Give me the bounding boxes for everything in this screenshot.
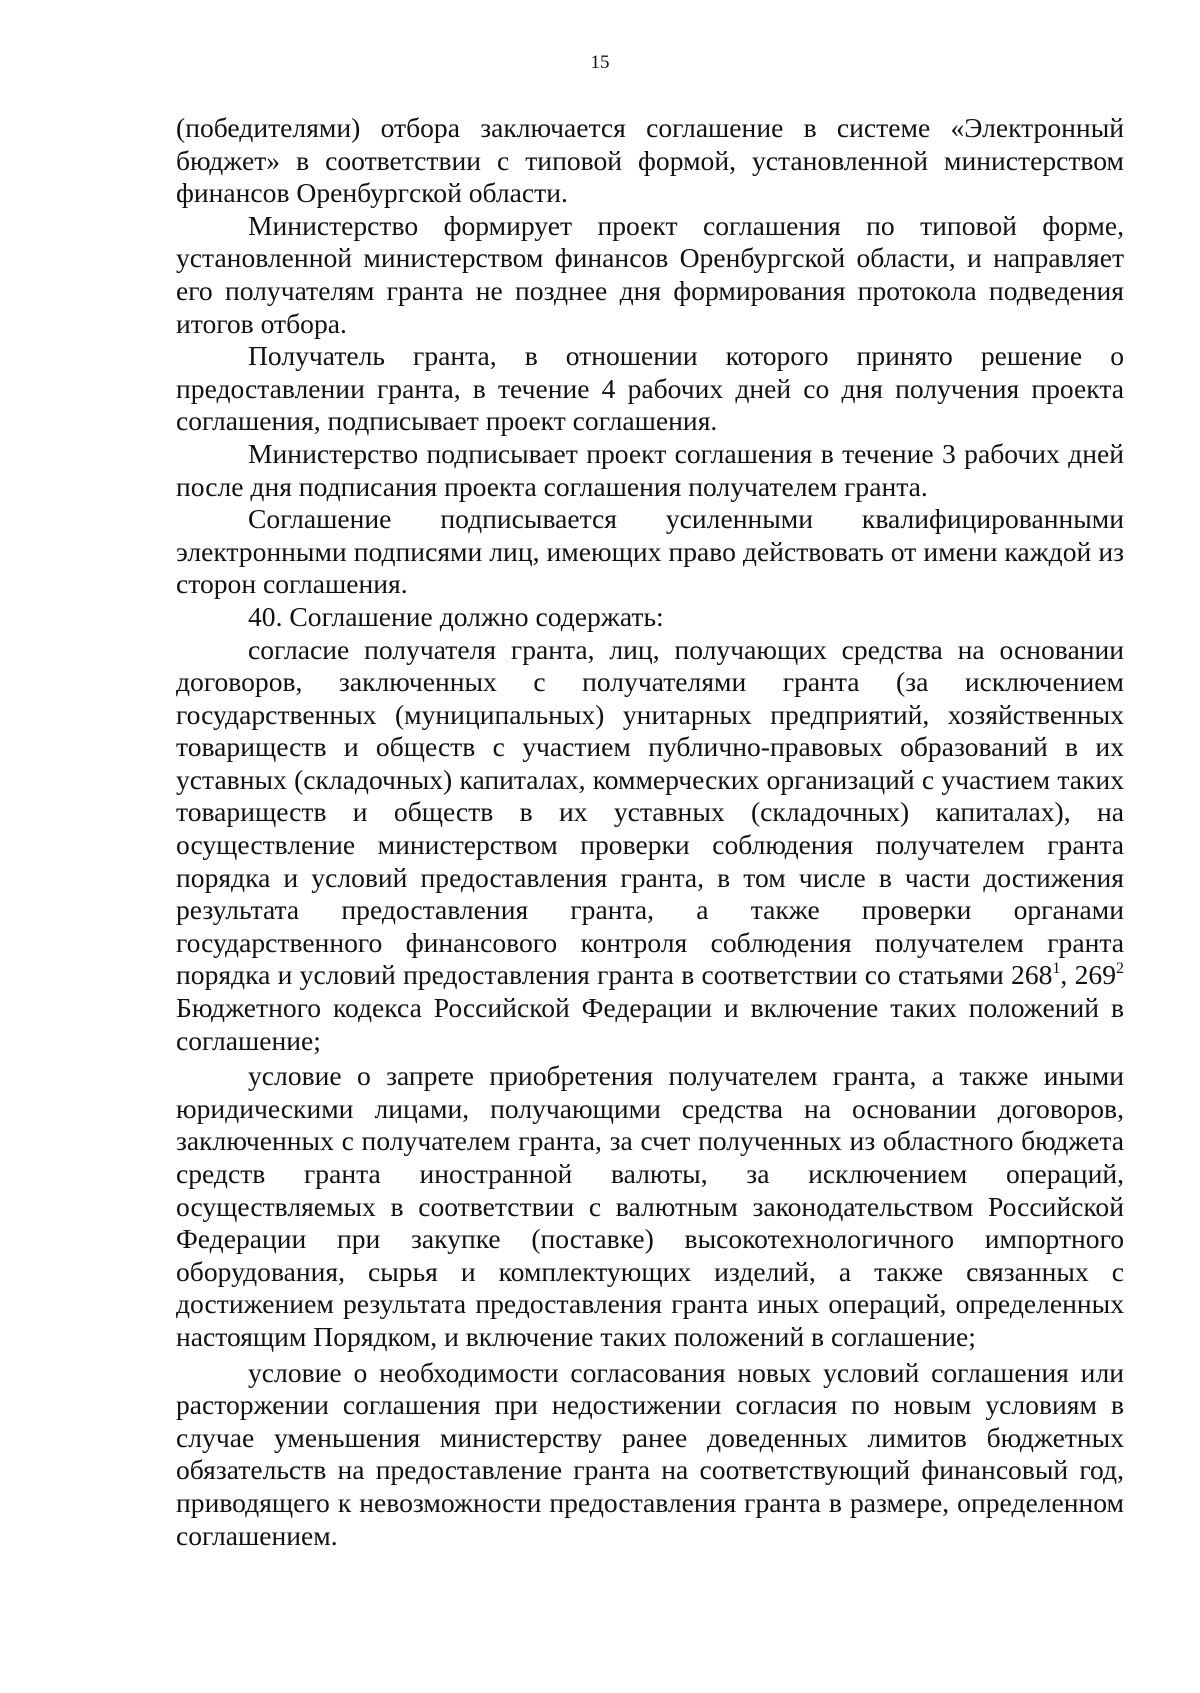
paragraph: (победителями) отбора заключается соглашение в системе «Электронный бюджет» в соответствии с типовой формой, установленной министерством финансов Оренбургской области. [176, 112, 1124, 209]
paragraph: Министерство подписывает проект соглашения в течение 3 рабочих дней после дня подписания проекта соглашения получателем гранта. [176, 437, 1124, 502]
consent-text: , 269 [1060, 959, 1116, 991]
paragraph: Получатель гранта, в отношении которого принято решение о предоставлении гранта, в течение 4 рабочих дней со дня получения проекта соглашения, подписывает проект соглашения. [176, 340, 1124, 437]
section-40-heading: 40. Соглашение должно содержать: [248, 600, 664, 632]
consent-text: согласие получателя гранта, лиц, получающих средства на основании договоров, заключенных с получателями гранта (за исключением государственных (муниципальных) унитарных предприятий, хозяйственных товариществ и обществ с участием публично-правовых образований в их уставных (складочных) капиталах, коммерческих организаций с участием таких товариществ и обществ в их уставных (складочных) капиталах), на осуществление министерством проверки соблюдения получателем гранта порядка и условий предоставления гранта, в том числе в части достижения результата предоставления гранта, а также проверки органами государственного финансового контроля соблюдения получателем гранта порядка и условий предоставления гранта в соответствии со статьями 268 [176, 633, 1124, 991]
document-body [176, 112, 1124, 1552]
consent-text: Бюджетного кодекса Российской Федерации и включение таких положений в соглашение; [176, 992, 1124, 1056]
paragraph: Соглашение подписывается усиленными квалифицированными электронными подписями лиц, имеющих право действовать от имени каждой из сторон соглашения. [176, 503, 1124, 600]
consent-paragraph [176, 634, 1124, 1058]
condition-paragraph: условие о запрете приобретения получателем гранта, а также иными юридическими лицами, получающими средства на основании договоров, заключенных с получателем гранта, за счет полученных из областного бюджета средств гранта иностранной валюты, за исключением операций, осуществляемых в соответствии с валютным законодательством Российской Федерации при закупке (поставке) высокотехнологичного импортного оборудования, сырья и комплектующих изделий, а также связанных с достижением результата предоставления гранта иных операций, определенных настоящим Порядком, и включение таких положений в соглашение; [176, 1060, 1124, 1352]
page-number: 15 [590, 52, 610, 73]
condition-paragraph: условие о необходимости согласования новых условий соглашения или расторжении соглашения при недостижении согласия по новым условиям в случае уменьшения министерству ранее доведенных лимитов бюджетных обязательств на предоставление гранта на соответствующий финансовый год, приводящего к невозможности предоставления гранта в размере, определенном соглашением. [176, 1356, 1124, 1551]
footnote-sup: 1 [1052, 960, 1061, 978]
paragraph: Министерство формирует проект соглашения по типовой форме, установленной министерством финансов Оренбургской области, и направляет его получателям гранта не позднее дня формирования протокола подведения итогов отбора. [176, 209, 1124, 339]
footnote-sup: 2 [1116, 960, 1124, 978]
